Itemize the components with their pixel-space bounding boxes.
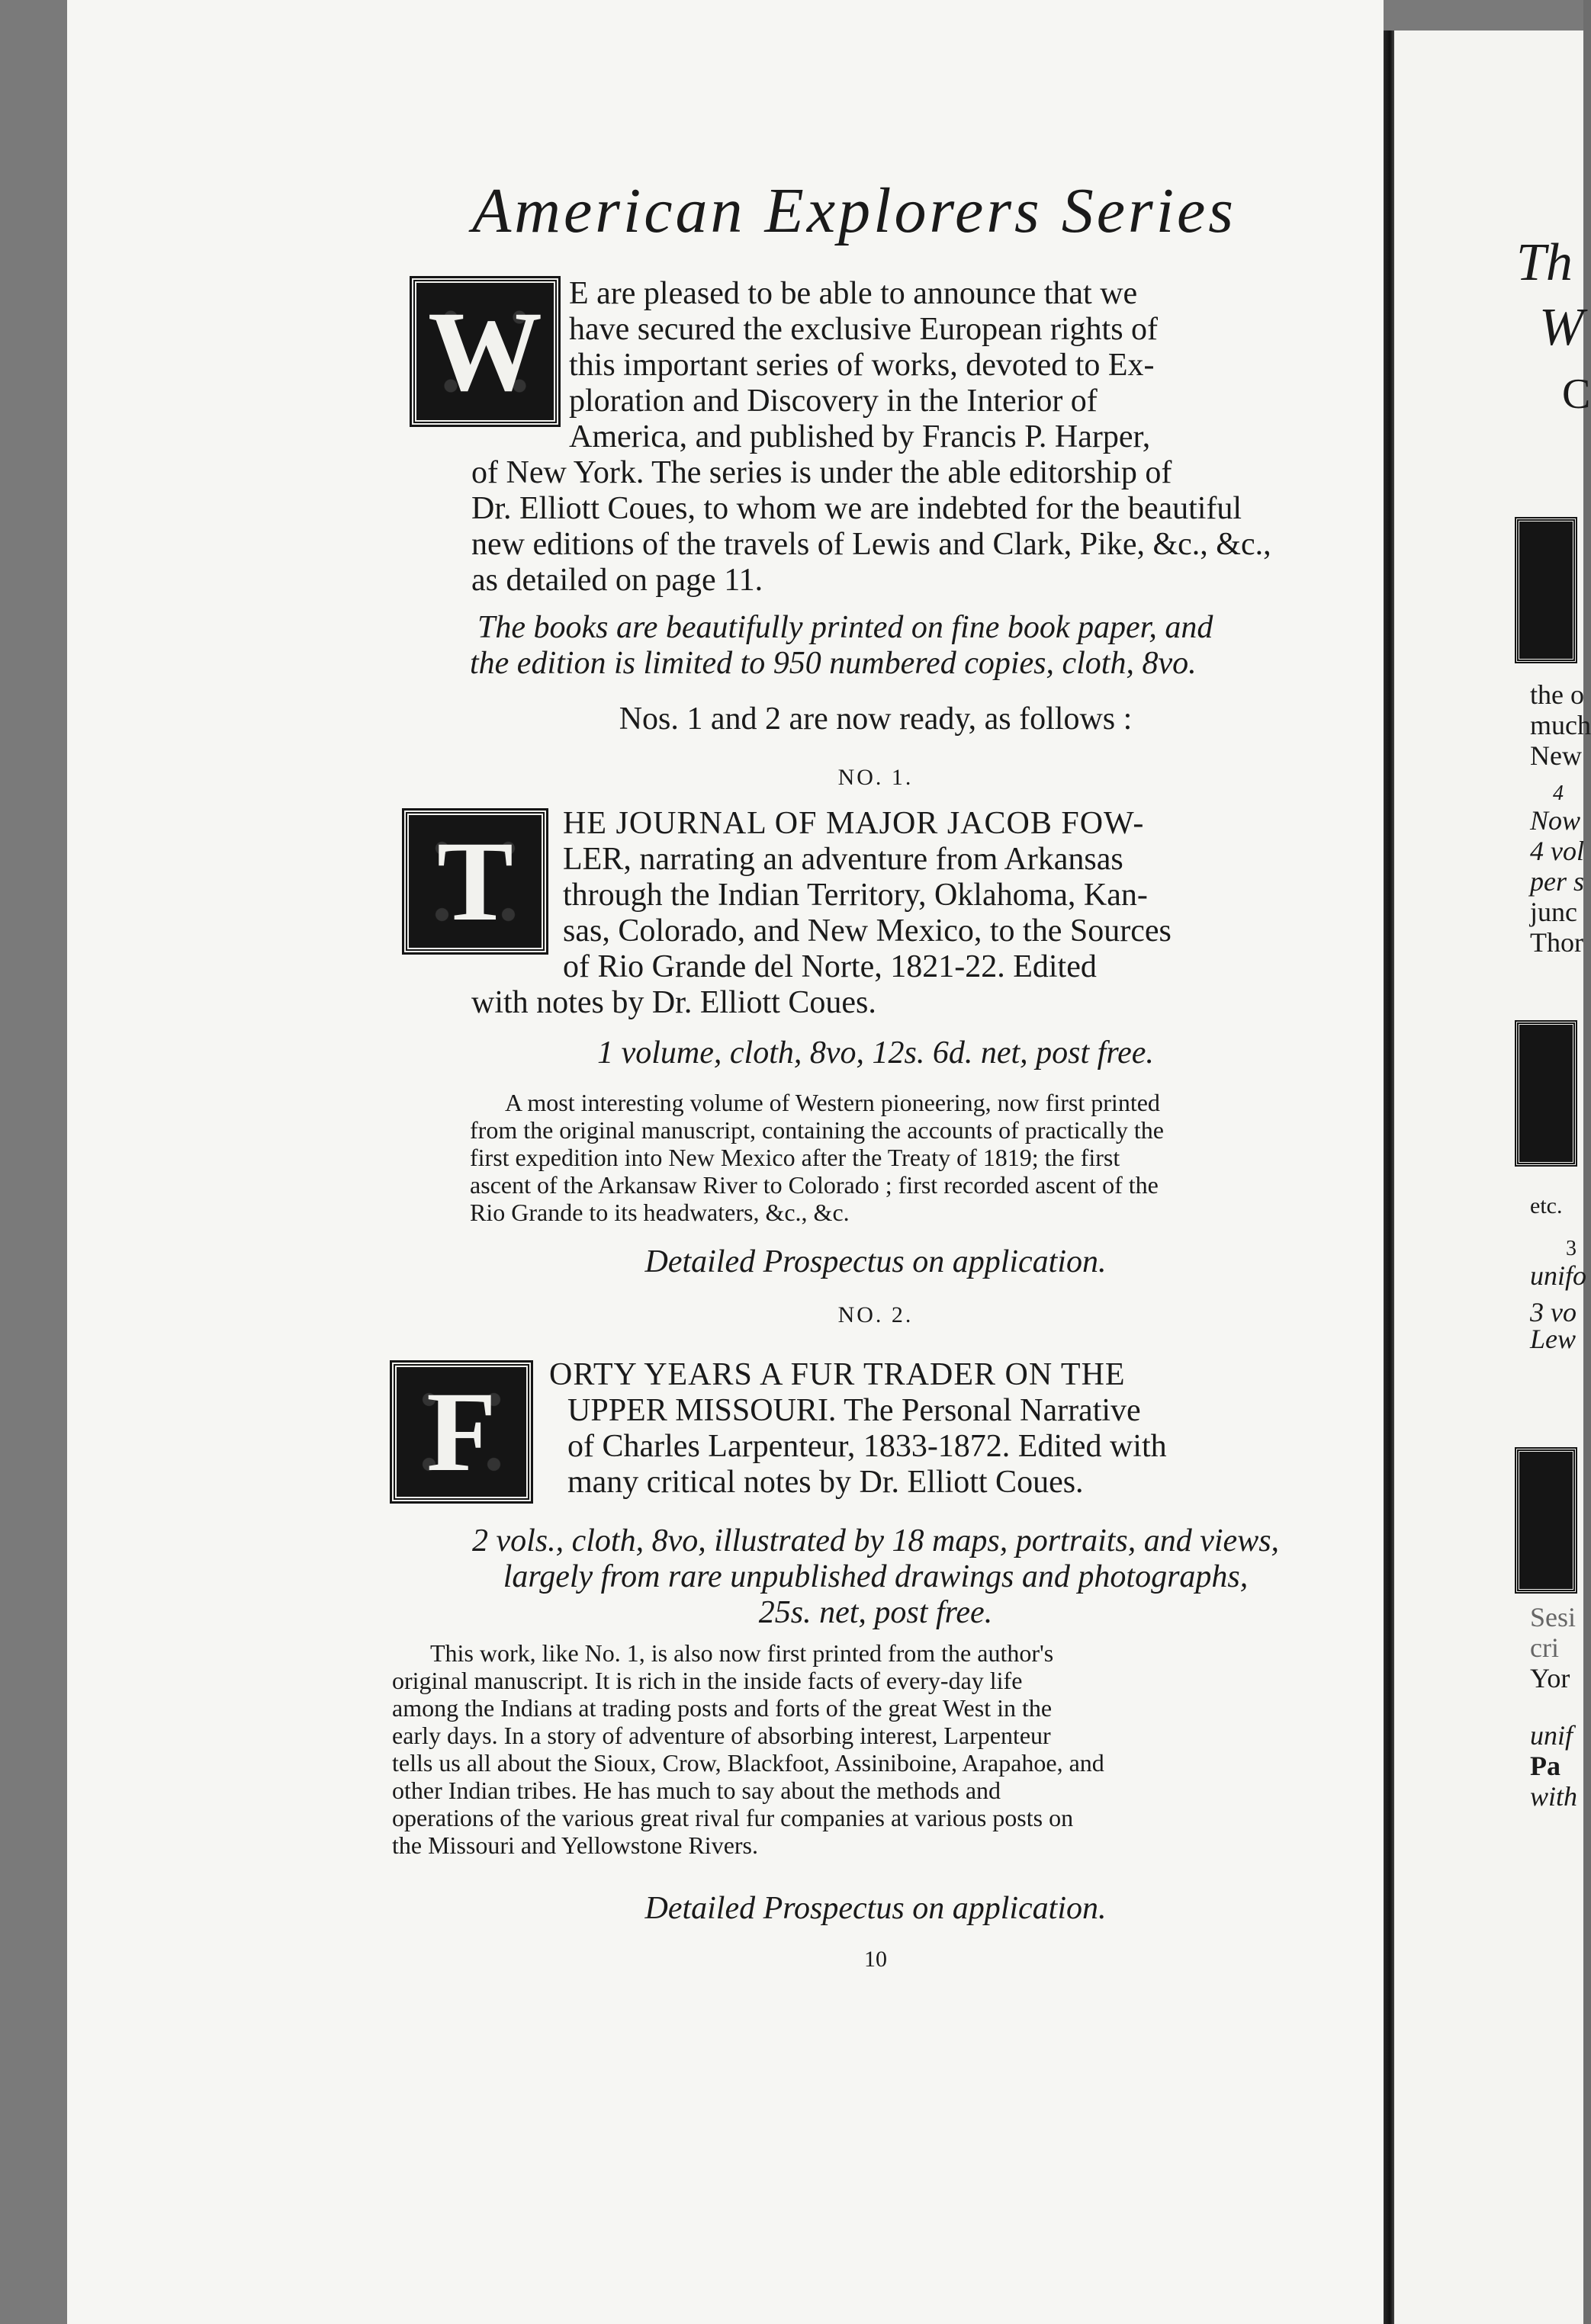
book1-price: 1 volume, cloth, 8vo, 12s. 6d. net, post free. <box>597 1035 1154 1071</box>
book2-line: UPPER MISSOURI. The Personal Narrative <box>567 1393 1141 1428</box>
book2-price-line: largely from rare unpublished drawings and photographs, <box>503 1559 1249 1594</box>
intro-line: this important series of works, devoted to Ex- <box>569 348 1155 383</box>
right-text: Lew <box>1530 1324 1577 1354</box>
intro-line: new editions of the travels of Lewis and Clark, Pike, &c., &c., <box>471 527 1271 562</box>
right-text: Thor <box>1530 927 1583 958</box>
book2-line: of Charles Larpenteur, 1833-1872. Edited with <box>567 1429 1167 1464</box>
book2-summary-line: among the Indians at trading posts and forts of the great West in the <box>392 1694 1053 1722</box>
book1-description-header <box>404 806 1350 1021</box>
right-heading-line: C <box>1562 371 1591 418</box>
book1-line: with notes by Dr. Elliott Coues. <box>471 985 876 1020</box>
intro-line: E are pleased to be able to announce that we <box>569 276 1138 311</box>
book2-line: many critical notes by Dr. Elliott Coues. <box>567 1465 1084 1500</box>
book-gutter <box>1384 30 1394 2324</box>
right-text: Pa <box>1530 1751 1560 1781</box>
right-text: New <box>1530 740 1582 771</box>
right-heading-line: W <box>1539 298 1584 357</box>
right-text: etc. <box>1530 1193 1563 1218</box>
book1-summary-line: ascent of the Arkansaw River to Colorado ; first recorded ascent of the <box>470 1171 1159 1199</box>
series-title: American Explorers Series <box>471 175 1236 246</box>
intro-line: ploration and Discovery in the Interior of <box>569 384 1098 419</box>
book2-summary-line: tells us all about the Sioux, Crow, Blackfoot, Assiniboine, Arapahoe, and <box>392 1749 1104 1777</box>
book2-prospectus: Detailed Prospectus on application. <box>644 1891 1107 1926</box>
right-text: 4 <box>1553 782 1564 805</box>
intro-line: have secured the exclusive European rights of <box>569 312 1159 347</box>
book1-summary-line: first expedition into New Mexico after the Treaty of 1819; the first <box>470 1144 1120 1171</box>
book1-prospectus: Detailed Prospectus on application. <box>644 1244 1107 1279</box>
right-drop-initial <box>1516 518 1576 662</box>
book1-line: through the Indian Territory, Oklahoma, Kan- <box>563 878 1148 913</box>
book2-price <box>395 1523 1356 1631</box>
book2-price-line: 25s. net, post free. <box>758 1595 993 1630</box>
book1-line: LER, narrating an adventure from Arkansas <box>563 842 1123 877</box>
book1-line: of Rio Grande del Norte, 1821-22. Edited <box>563 949 1097 984</box>
book2-summary-line: the Missouri and Yellowstone Rivers. <box>392 1831 758 1859</box>
right-text: per s <box>1530 866 1584 897</box>
ready-note: Nos. 1 and 2 are now ready, as follows : <box>619 701 1133 737</box>
book2-summary-line: This work, like No. 1, is also now first printed from the author's <box>430 1639 1054 1667</box>
book1-summary <box>470 1089 1355 1226</box>
book2-summary-line: operations of the various great rival fur companies at various posts on <box>392 1804 1074 1831</box>
left-page <box>67 0 1384 2324</box>
right-text: Now <box>1530 805 1581 836</box>
book1-line: sas, Colorado, and New Mexico, to the Sources <box>563 913 1172 949</box>
page-number: 10 <box>864 1947 887 1972</box>
right-text: the o <box>1530 679 1584 710</box>
book2-line: ORTY YEARS A FUR TRADER ON THE <box>549 1357 1126 1392</box>
limited-edition-note <box>401 610 1362 682</box>
book1-line: HE JOURNAL OF MAJOR JACOB FOW- <box>563 806 1145 841</box>
limited-note-line: the edition is limited to 950 numbered copies, cloth, 8vo. <box>470 646 1197 681</box>
limited-note-line: The books are beautifully printed on fine book paper, and <box>477 610 1213 645</box>
intro-line: of New York. The series is under the able editorship of <box>471 455 1172 490</box>
drop-initial-w: W <box>412 278 558 425</box>
right-heading-line: Th <box>1516 233 1573 292</box>
right-drop-initial <box>1516 1449 1576 1592</box>
right-text: much <box>1530 710 1591 740</box>
book1-summary-line: Rio Grande to its headwaters, &c., &c. <box>470 1199 850 1226</box>
intro-line: Dr. Elliott Coues, to whom we are indebted for the beautiful <box>471 491 1242 526</box>
right-text: unif <box>1530 1720 1573 1751</box>
book2-description-header <box>392 1357 1353 1501</box>
book1-number: NO. 1. <box>837 765 914 790</box>
intro-paragraph <box>404 276 1350 599</box>
right-text: 3 vo <box>1530 1297 1577 1327</box>
intro-line: as detailed on page 11. <box>471 563 763 598</box>
book2-summary-line: original manuscript. It is rich in the inside facts of every-day life <box>392 1667 1023 1694</box>
book2-price-line: 2 vols., cloth, 8vo, illustrated by 18 maps, portraits, and views, <box>471 1523 1280 1558</box>
right-text: with <box>1530 1781 1578 1812</box>
book1-summary-line: A most interesting volume of Western pioneering, now first printed <box>505 1089 1160 1116</box>
right-text: junc <box>1530 897 1577 927</box>
right-text: 3 <box>1566 1237 1577 1260</box>
right-drop-initial <box>1516 1022 1576 1165</box>
right-text: Sesi <box>1530 1602 1577 1632</box>
drop-initial-f: F <box>392 1363 531 1501</box>
right-text: Yor <box>1530 1663 1570 1693</box>
right-text: cri <box>1530 1632 1559 1663</box>
right-text: 4 vol <box>1530 836 1584 866</box>
book2-summary <box>392 1639 1345 1859</box>
book2-summary-line: early days. In a story of adventure of absorbing interest, Larpenteur <box>392 1722 1051 1749</box>
intro-line: America, and published by Francis P. Harper, <box>569 419 1151 454</box>
book2-summary-line: other Indian tribes. He has much to say about the methods and <box>392 1777 1001 1804</box>
right-page-fragment <box>1394 30 1591 2324</box>
drop-initial-t: T <box>404 811 546 952</box>
book1-summary-line: from the original manuscript, containing the accounts of practically the <box>470 1116 1164 1144</box>
right-text: unifo <box>1530 1260 1587 1291</box>
book2-number: NO. 2. <box>837 1302 914 1327</box>
